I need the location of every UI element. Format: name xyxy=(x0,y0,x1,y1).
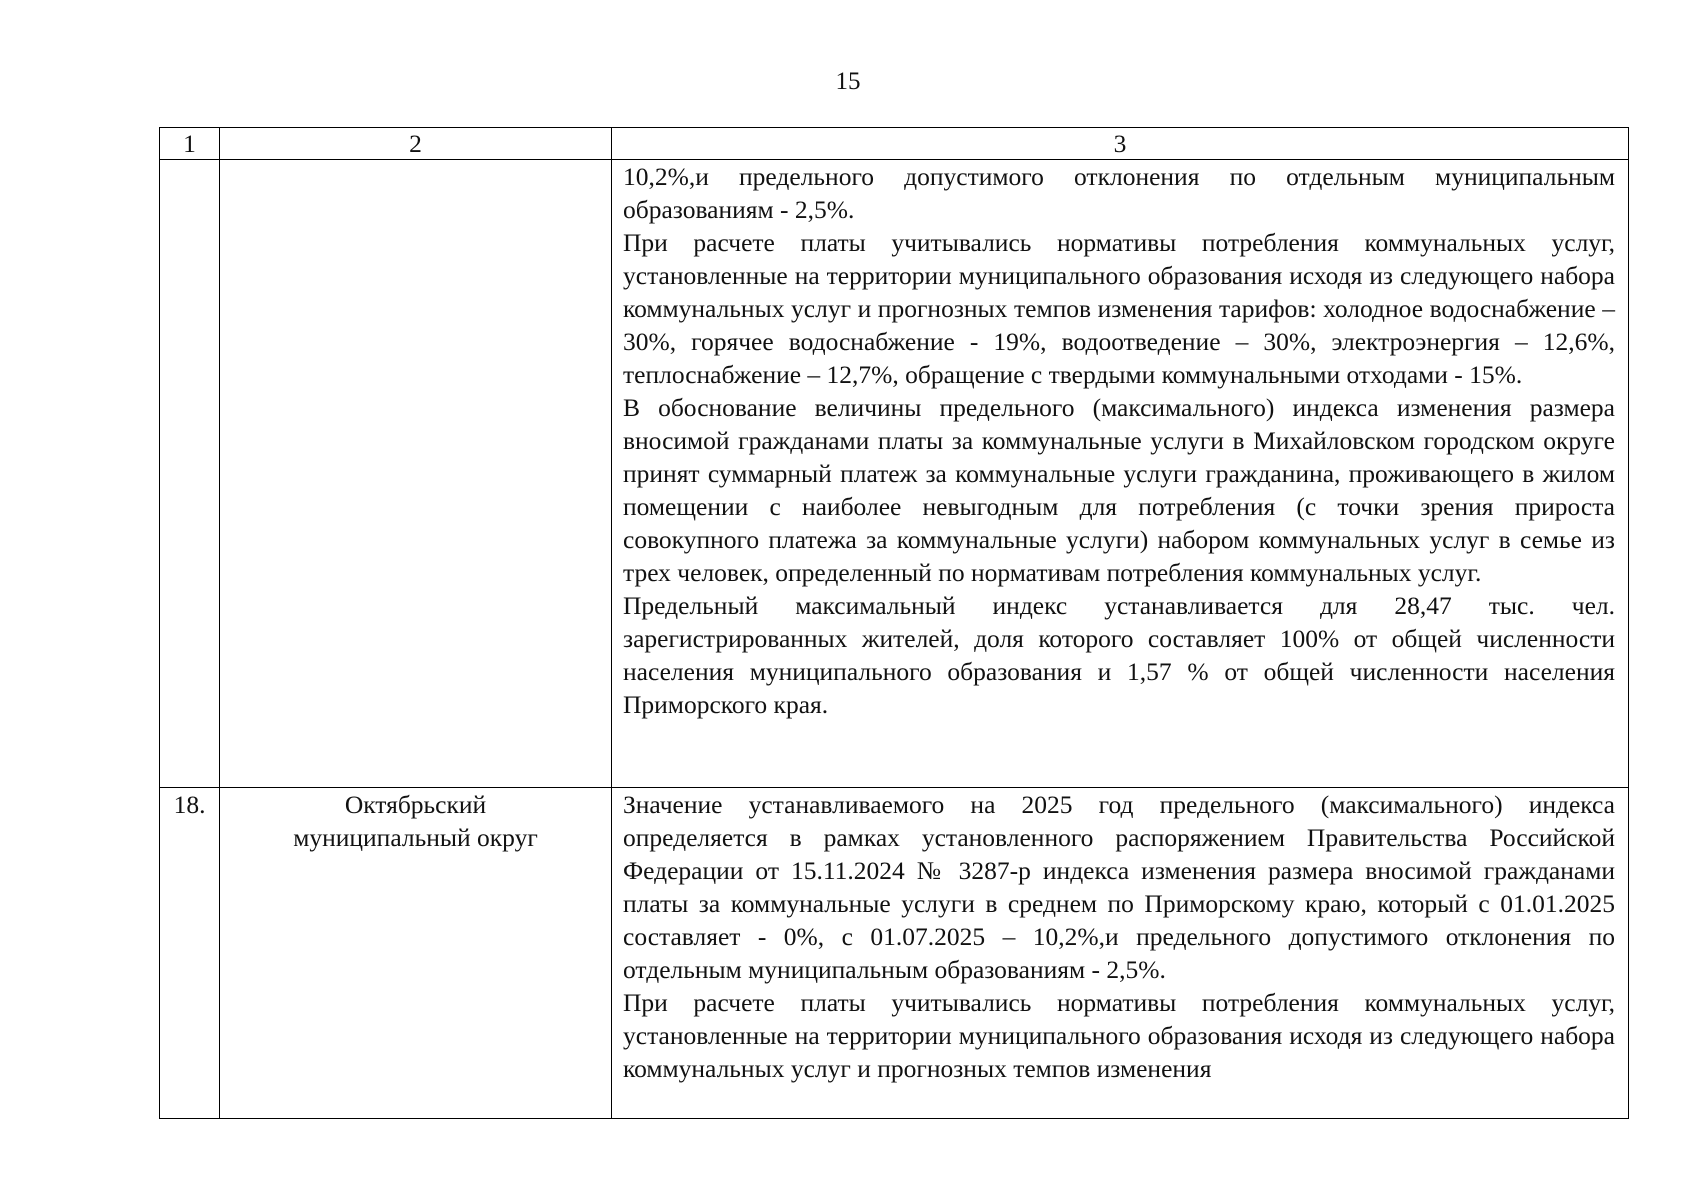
municipality-name-line: Октябрьский xyxy=(344,790,487,819)
column-header: 3 xyxy=(612,128,1629,160)
row-number xyxy=(160,160,220,788)
paragraph: При расчете платы учитывались нормативы потребления коммунальных услуг, установленные на территории муниципального образования исходя из следующего набора коммунальных услуг и прогнозных темпов изменения xyxy=(623,988,1615,1083)
table-row xyxy=(160,788,1629,1119)
paragraph: Предельный максимальный индекс устанавливается для 28,47 тыс. чел. зарегистрированных жителей, доля которого составляет 100% от общей численности населения муниципального образования и 1,57 % от общей численности населения Приморского края. xyxy=(623,591,1615,719)
table-header-row xyxy=(160,128,1629,160)
municipality-name xyxy=(220,160,612,788)
paragraph: 10,2%,и предельного допустимого отклонения по отдельным муниципальным образованиям - 2,5%. xyxy=(623,162,1615,224)
municipality-name xyxy=(220,788,612,1119)
paragraph: При расчете платы учитывались нормативы потребления коммунальных услуг, установленные на территории муниципального образования исходя из следующего набора коммунальных услуг и прогнозных темпов изменения тарифов: холодное водоснабжение – 30%, горячее водоснабжение - 19%, водоотведение – 30%, электроэнергия – 12,6%, теплоснабжение – 12,7%, обращение с твердыми коммунальными отходами - 15%. xyxy=(623,228,1615,389)
row-text xyxy=(612,788,1629,1119)
column-header: 1 xyxy=(160,128,220,160)
row-text xyxy=(612,160,1629,788)
column-header: 2 xyxy=(220,128,612,160)
page-number: 15 xyxy=(835,68,861,95)
paragraph: Значение устанавливаемого на 2025 год предельного (максимального) индекса определяется в рамках установленного распоряжением Правительства Российской Федерации от 15.11.2024 № 3287-р индекса изменения размера вносимой гражданами платы за коммунальные услуги в среднем по Приморскому краю, который с 01.01.2025 составляет - 0%, с 01.07.2025 – 10,2%,и предельного допустимого отклонения по отдельным муниципальным образованиям - 2,5%. xyxy=(623,790,1615,984)
paragraph: В обоснование величины предельного (максимального) индекса изменения размера вносимой гражданами платы за коммунальные услуги в Михайловском городском округе принят суммарный платеж за коммунальные услуги гражданина, проживающего в жилом помещении с наиболее невыгодным для потребления (с точки зрения прироста совокупного платежа за коммунальные услуги) набором коммунальных услуг в семье из трех человек, определенный по нормативам потребления коммунальных услуг. xyxy=(623,393,1615,587)
table-row xyxy=(160,160,1629,788)
row-number: 18. xyxy=(160,788,220,1119)
municipality-name-line: муниципальный округ xyxy=(293,823,538,852)
document-table xyxy=(159,127,1629,1119)
